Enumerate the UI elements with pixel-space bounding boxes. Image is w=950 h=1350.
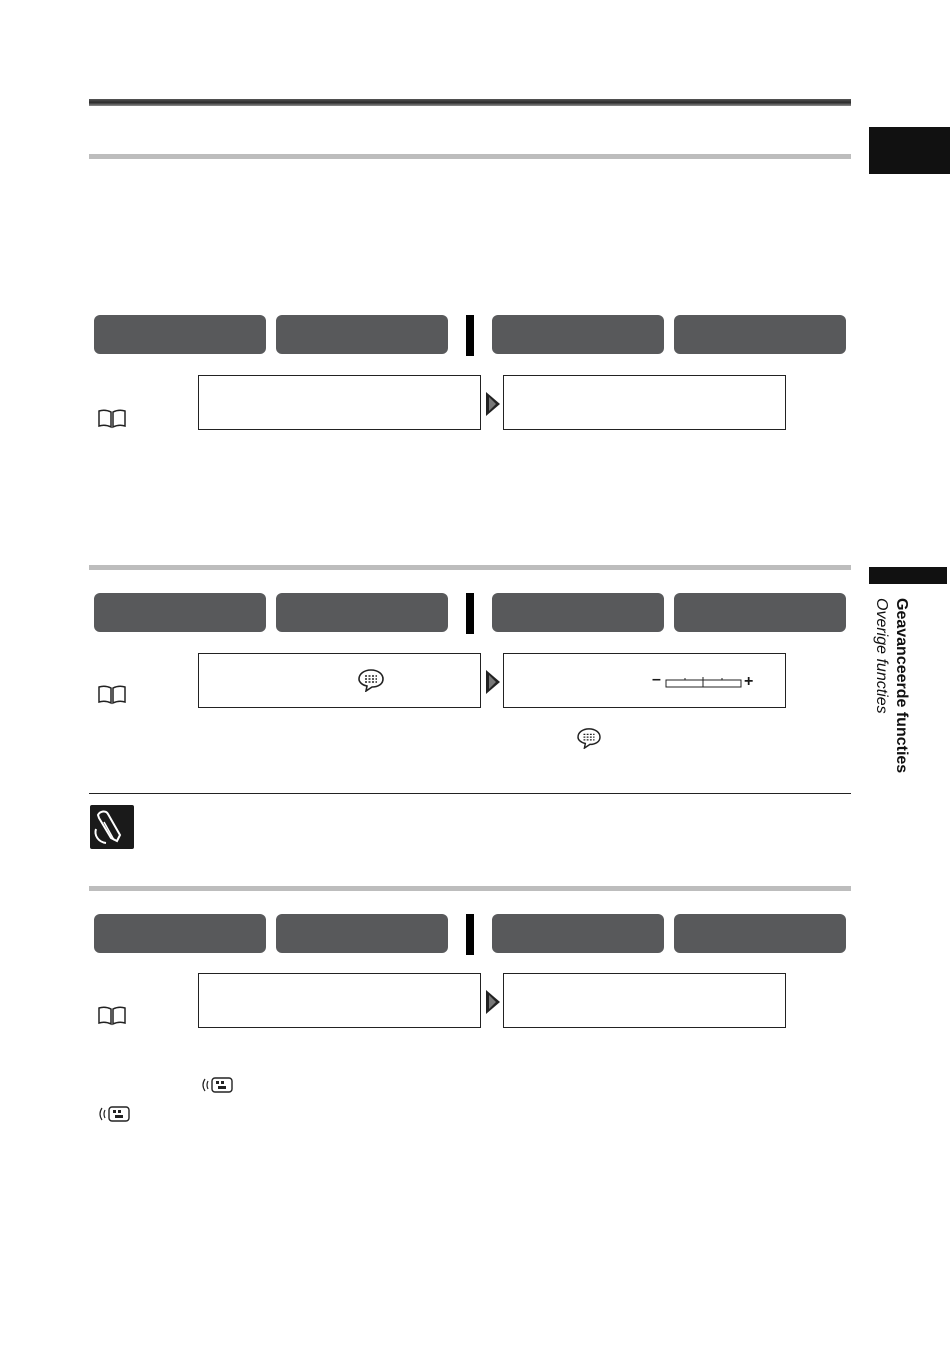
level-scale [665,677,743,689]
mode-separator [466,593,474,634]
speech-bubble-icon [357,668,385,692]
mode-button [276,315,448,354]
note-rule [89,793,851,794]
page-header-bar [89,99,851,106]
menu-box-left [198,653,481,708]
section-tab [869,567,947,584]
book-icon [96,1005,128,1027]
note-pencil-icon [90,805,134,849]
side-heading-title: Geavanceerde functies [893,598,910,774]
scale-plus: + [744,673,754,690]
remote-sensor-icon [199,1075,235,1095]
mode-button [492,315,664,354]
side-heading-subtitle: Overige functies [873,598,890,714]
book-icon [96,408,128,430]
menu-box-right [503,375,786,430]
mode-button [674,593,846,632]
section-divider [89,154,851,159]
mode-selector-row [94,315,847,354]
mode-button [94,914,266,953]
remote-sensor-icon [96,1104,132,1124]
mode-selector-row [94,593,847,632]
mode-button [276,914,448,953]
side-heading [861,598,921,808]
menu-box-left [198,375,481,430]
arrow-right-icon [484,988,502,1016]
scale-minus: – [652,671,661,688]
mode-selector-row [94,914,847,953]
chapter-tab [869,127,950,174]
mode-separator [466,914,474,955]
mode-button [94,593,266,632]
mode-button [94,315,266,354]
mode-button [674,315,846,354]
speech-bubble-icon [576,727,602,749]
menu-box-right [503,973,786,1028]
mode-button [492,593,664,632]
book-icon [96,684,128,706]
section-divider [89,565,851,570]
mode-button [276,593,448,632]
section-divider [89,886,851,891]
arrow-right-icon [484,668,502,696]
mode-button [492,914,664,953]
mode-separator [466,315,474,356]
arrow-right-icon [484,390,502,418]
menu-box-right [503,653,786,708]
menu-box-left [198,973,481,1028]
mode-button [674,914,846,953]
